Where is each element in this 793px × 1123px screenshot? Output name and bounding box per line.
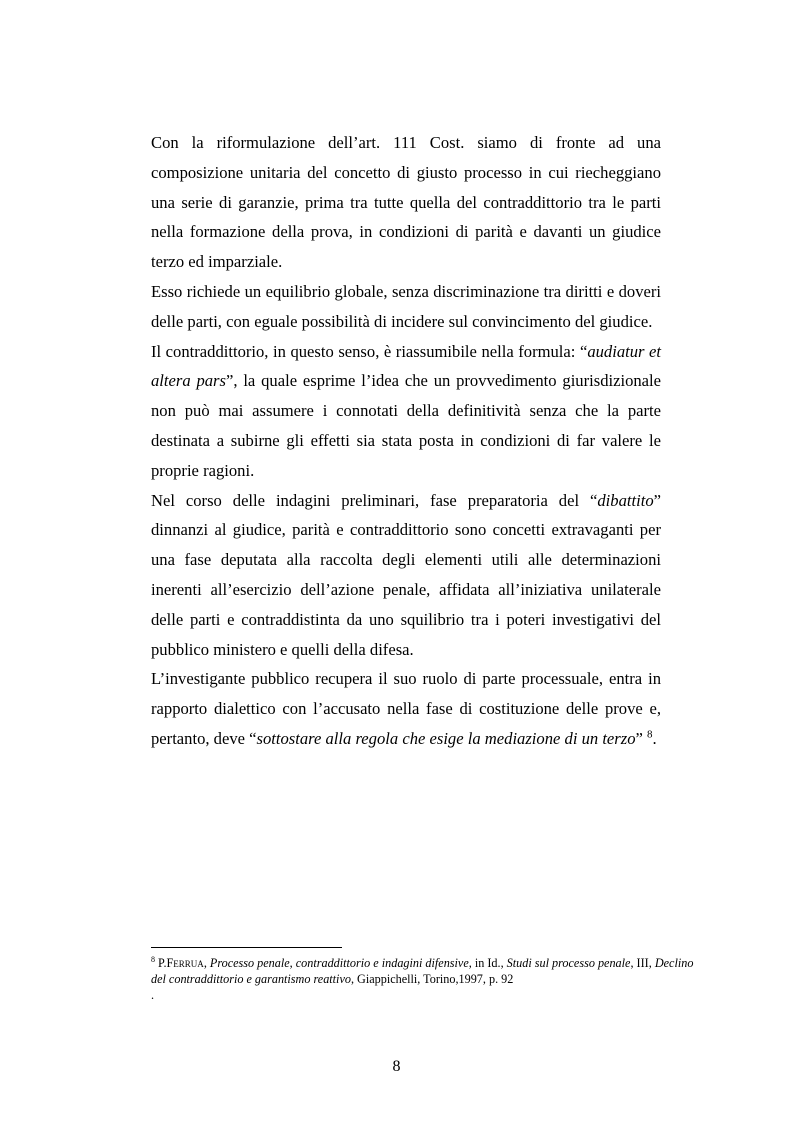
footnote-author: P.Ferrua: [158, 956, 204, 970]
footnote-dot: .: [151, 988, 155, 1002]
footnote-tail: , Giappichelli, Torino,1997, p. 92: [350, 972, 514, 986]
footnote-title-1: Processo penale, contraddittorio e indagini difensive: [209, 956, 469, 970]
footnote-title-3: Declino del contraddittorio e garantismo reattivo: [151, 956, 694, 986]
footnote-mid: , in Id.,: [468, 956, 507, 970]
paragraph-4-text-c: ” dinnanzi al giudice, parità e contraddittorio sono concetti extravaganti per una fase deputata alla raccolta degli elementi utili alle determinazioni inerenti all’esercizio dell’azione penale, affidata all’iniziativa unilaterale delle parti e contraddistinta da uno squilibrio tra i poteri investigativi del pubblico ministero e quelli della difesa.: [151, 490, 661, 659]
main-text: [151, 128, 661, 754]
dibattito-term: dibattito: [597, 490, 654, 510]
latin-formula: audiatur et altera pars: [151, 341, 661, 391]
footnote-separator: [151, 947, 342, 948]
footnote-sep-1: ,: [203, 956, 210, 970]
footnote-number: 8: [151, 954, 155, 964]
paragraph-3: [151, 337, 661, 486]
paragraph-4: [151, 486, 661, 665]
page-number: 8: [392, 1058, 401, 1075]
paragraph-5: [151, 664, 661, 753]
paragraph-5-period: .: [652, 728, 657, 748]
paragraph-2: Esso richiede un equilibrio globale, senza discriminazione tra diritti e doveri delle parti, con eguale possibilità di incidere sul convincimento del giudice.: [151, 281, 661, 331]
footnote-sep-2: , III,: [630, 956, 655, 970]
paragraph-1: Con la riformulazione dell’art. 111 Cost. siamo di fronte ad una composizione unitaria del concetto di giusto processo in cui riecheggiano una serie di garanzie, prima tra tutte quella del contraddittorio tra le parti nella formazione della prova, in condizioni di parità e davanti un giudice terzo ed imparziale.: [151, 133, 661, 272]
paragraph-3-text-a: Il contraddittorio, in questo senso, è riassumibile nella formula: “: [151, 341, 588, 361]
footnote-text: [151, 955, 711, 987]
paragraph-4-text-a: Nel corso delle indagini preliminari, fase preparatoria del “: [151, 490, 598, 510]
footnote-reference[interactable]: 8: [647, 728, 653, 741]
paragraph-3-text-c: ”, la quale esprime l’idea che un provvedimento giurisdizionale non può mai assumere i connotati della definitività senza che la parte destinata a subirne gli effetti sia stata posta in condizioni di far valere le proprie ragioni.: [151, 371, 662, 480]
quoted-rule: sottostare alla regola che esige la mediazione di un terzo: [256, 728, 636, 748]
footnote-title-2: Studi sul processo penale: [506, 956, 631, 970]
paragraph-5-close-quote: ”: [635, 728, 643, 748]
paragraph-5-text-a: L’investigante pubblico recupera il suo ruolo di parte processuale, entra in rapporto dialettico con l’accusato nella fase di costituzione delle prove e, pertanto, deve “: [151, 669, 661, 748]
footnote: [151, 955, 711, 1003]
